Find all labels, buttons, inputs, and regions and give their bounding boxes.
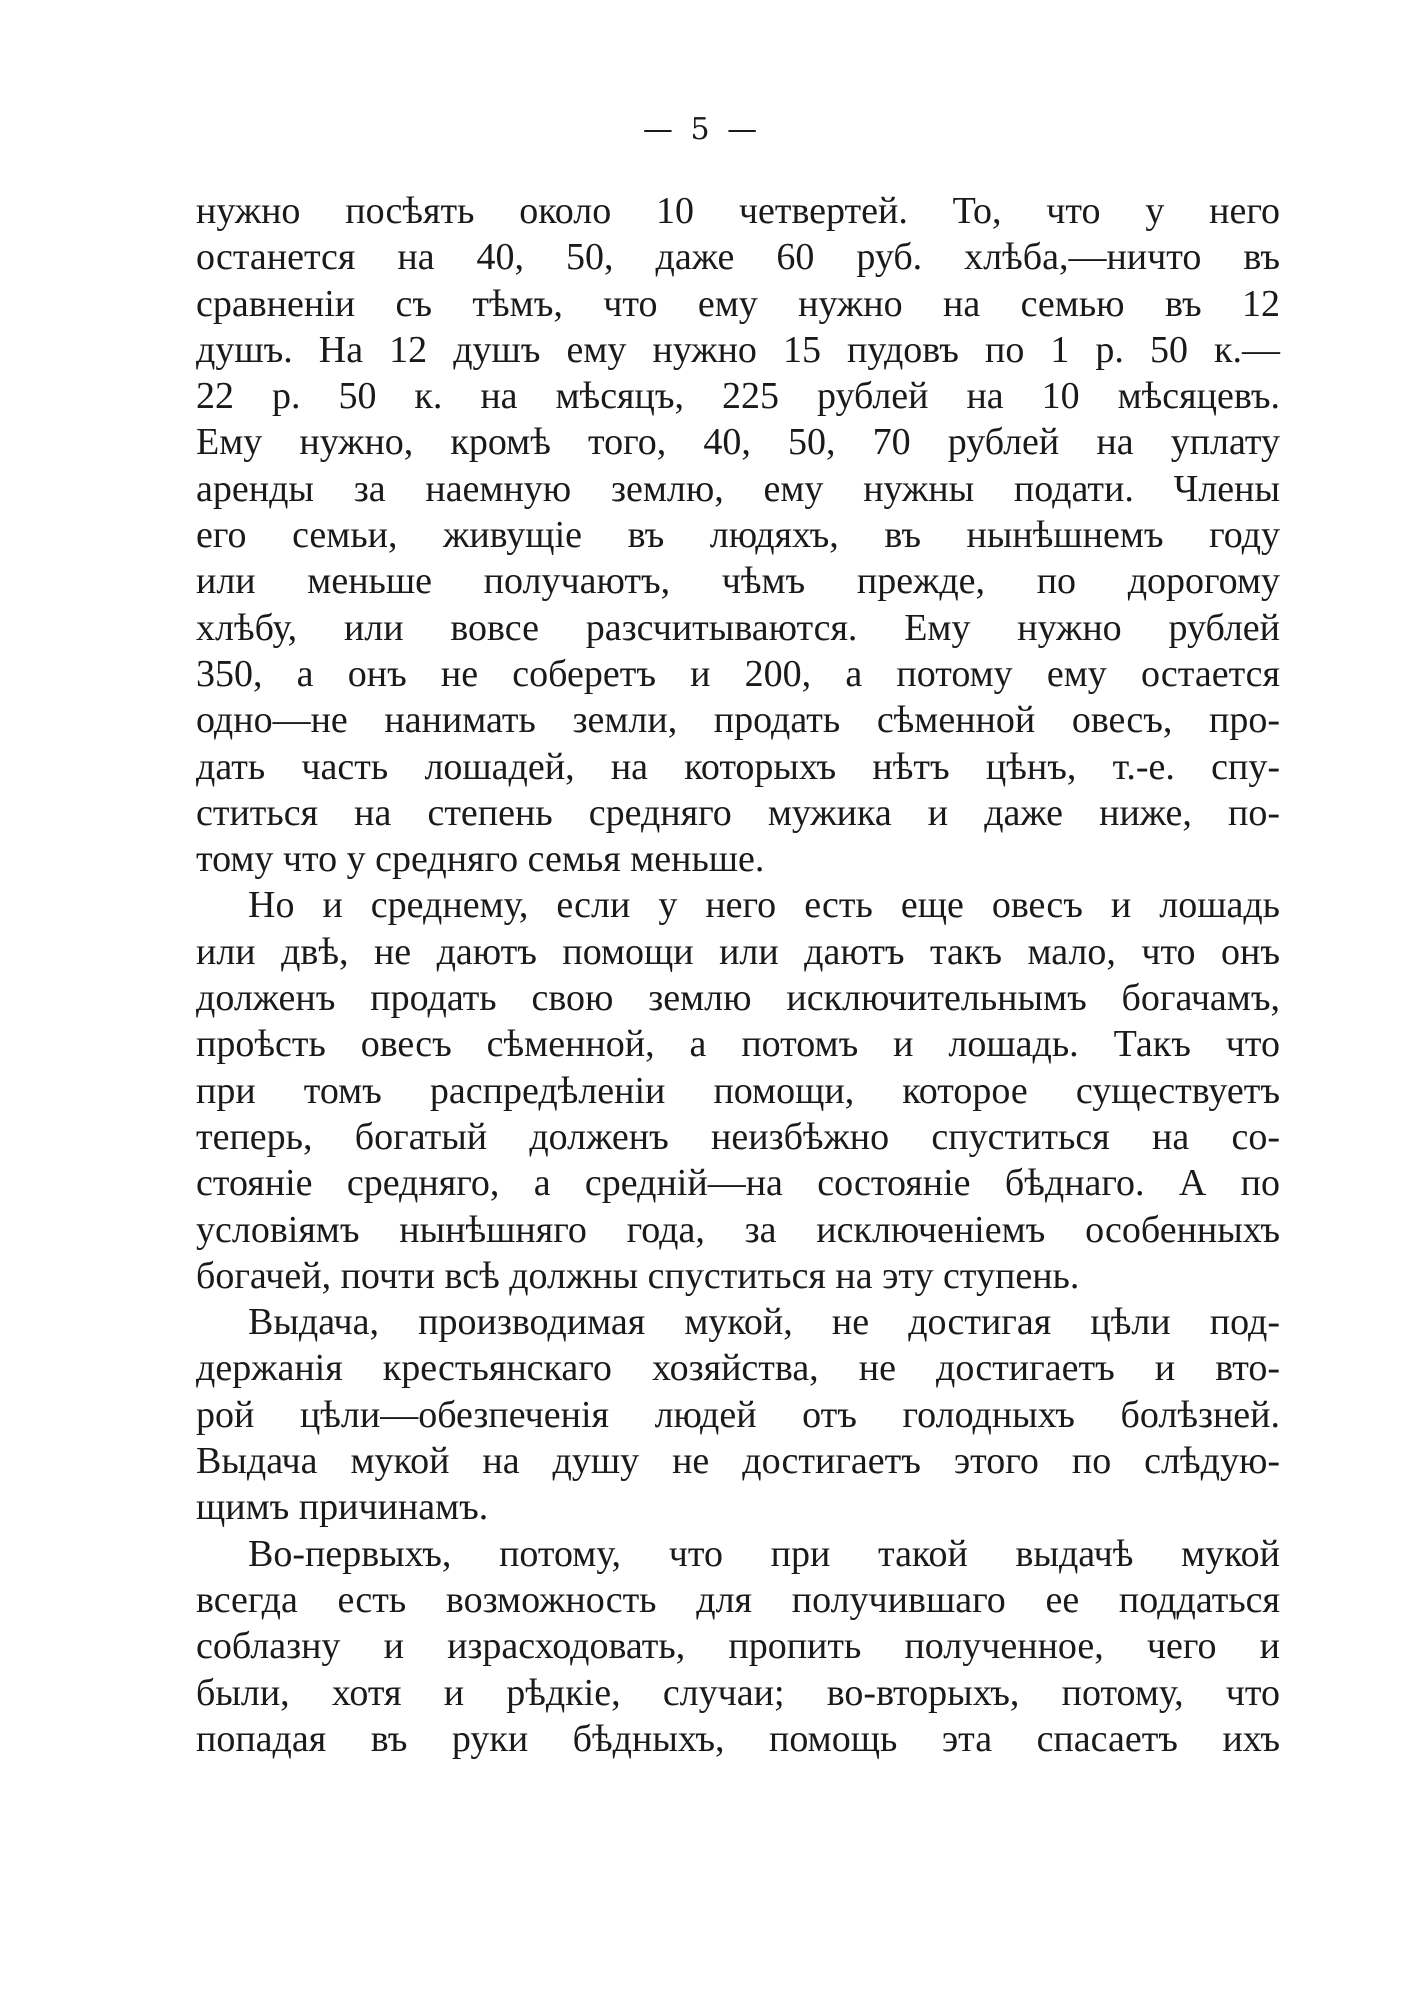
text-line: сравненіи съ тѣмъ, что ему нужно на семью въ 12 (196, 282, 1280, 325)
text-line: останется на 40, 50, даже 60 руб. хлѣба,—ничто въ (196, 236, 1280, 279)
text-line: стояніе средняго, а средній—на состояніе бѣднаго. А по (196, 1162, 1280, 1205)
text-line: были, хотя и рѣдкіе, случаи; во-вторыхъ, потому, что (196, 1671, 1280, 1714)
text-line: нужно посѣять около 10 четвертей. То, что у него (196, 190, 1280, 232)
paragraph-start-line: Но и среднему, если у него есть еще овесъ и лошадь (248, 884, 1280, 927)
text-line: хлѣбу, или вовсе разсчитываются. Ему нужно рублей (196, 606, 1280, 649)
text-line: ститься на степень средняго мужика и даже ниже, по- (196, 791, 1280, 834)
text-line: аренды за наемную землю, ему нужны подати. Члены (196, 467, 1280, 510)
paragraph-end-line: щимъ причинамъ. (196, 1486, 489, 1529)
text-line: условіямъ нынѣшняго года, за исключеніемъ особенныхъ (196, 1208, 1280, 1251)
page-number: — 5 — (642, 112, 762, 147)
text-line: при томъ распредѣленіи помощи, которое существуетъ (196, 1069, 1280, 1112)
text-line: 22 р. 50 к. на мѣсяцъ, 225 рублей на 10 мѣсяцевъ. (196, 375, 1280, 418)
text-line: всегда есть возможность для получившаго ее поддаться (196, 1578, 1280, 1621)
text-line: проѣсть овесъ сѣменной, а потомъ и лошадь. Такъ что (196, 1023, 1280, 1066)
text-line: соблазну и израсходовать, пропить полученное, чего и (196, 1625, 1280, 1668)
body-text (196, 188, 1280, 1762)
text-line: держанія крестьянскаго хозяйства, не достигаетъ и вто- (196, 1347, 1280, 1390)
text-line: долженъ продать свою землю исключительнымъ богачамъ, (196, 977, 1280, 1020)
paragraph-start-line: Выдача, производимая мукой, не достигая цѣли под- (248, 1301, 1280, 1344)
text-line: или меньше получаютъ, чѣмъ прежде, по дорогому (196, 560, 1280, 603)
text-line: Выдача мукой на душу не достигаетъ этого по слѣдую- (196, 1440, 1280, 1483)
text-line: или двѣ, не даютъ помощи или даютъ такъ мало, что онъ (196, 930, 1280, 973)
text-line: душъ. На 12 душъ ему нужно 15 пудовъ по 1 р. 50 к.— (196, 328, 1280, 371)
paragraph-start-line: Во-первыхъ, потому, что при такой выдачѣ мукой (248, 1532, 1280, 1575)
text-line: одно—не нанимать земли, продать сѣменной овесъ, про- (196, 699, 1280, 742)
text-line: теперь, богатый долженъ неизбѣжно спуститься на со- (196, 1115, 1280, 1158)
text-line: 350, а онъ не соберетъ и 200, а потому ему остается (196, 652, 1280, 695)
text-line: дать часть лошадей, на которыхъ нѣтъ цѣнъ, т.-е. спу- (196, 745, 1280, 788)
text-line: рой цѣли—обезпеченія людей отъ голодныхъ болѣзней. (196, 1393, 1280, 1436)
text-line: его семьи, живущіе въ людяхъ, въ нынѣшнемъ году (196, 514, 1280, 557)
text-line: попадая въ руки бѣдныхъ, помощь эта спасаетъ ихъ (196, 1717, 1280, 1760)
paragraph-end-line: тому что у средняго семья меньше. (196, 838, 765, 881)
text-line: Ему нужно, кромѣ того, 40, 50, 70 рублей на уплату (196, 421, 1280, 464)
paragraph-end-line: богачей, почти всѣ должны спуститься на эту ступень. (196, 1254, 1080, 1297)
